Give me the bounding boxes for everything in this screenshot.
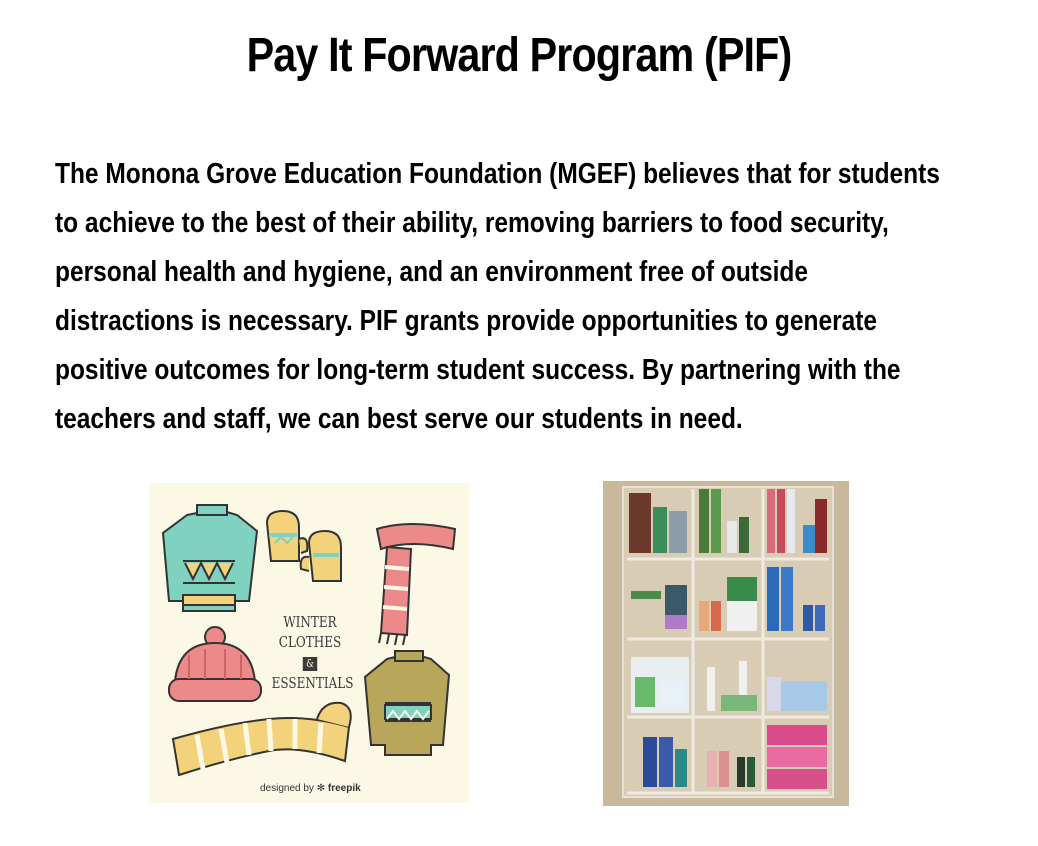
paragraph-line: teachers and staff, we can best serve our students in need. [55, 403, 743, 435]
paragraph-line: positive outcomes for long-term student success. By partnering with the [55, 354, 901, 386]
freepik-logo-icon: ✻ [316, 783, 326, 794]
winter-caption-line2: ESSENTIALS [271, 674, 354, 692]
winter-caption-line1: WINTER CLOTHES [278, 613, 342, 651]
teal-sweater-icon [163, 505, 257, 611]
paragraph-line: personal health and hygiene, and an environment free of outside [55, 256, 808, 288]
credit-prefix: designed by [260, 783, 314, 794]
intro-paragraph [55, 150, 985, 444]
toiletries-shelf-photo [603, 481, 849, 806]
page-title: Pay It Forward Program (PIF) [246, 29, 792, 82]
mittens-icon [267, 511, 341, 581]
yellow-scarf-icon [173, 703, 351, 775]
freepik-credit [260, 783, 361, 794]
paragraph-line: to achieve to the best of their ability, removing barriers to food security, [55, 207, 889, 239]
paragraph-line: distractions is necessary. PIF grants provide opportunities to generate [55, 305, 878, 337]
winter-caption-amp: & [303, 657, 317, 671]
winter-caption [271, 612, 354, 693]
toiletries-shelf-graphic [603, 481, 849, 806]
paragraph-line: The Monona Grove Education Foundation (MGEF) believes that for students [55, 158, 940, 190]
olive-sweater-icon [365, 651, 449, 755]
pink-hat-icon [169, 627, 261, 701]
pink-scarf-icon [377, 524, 455, 645]
credit-brand: freepik [327, 783, 361, 794]
